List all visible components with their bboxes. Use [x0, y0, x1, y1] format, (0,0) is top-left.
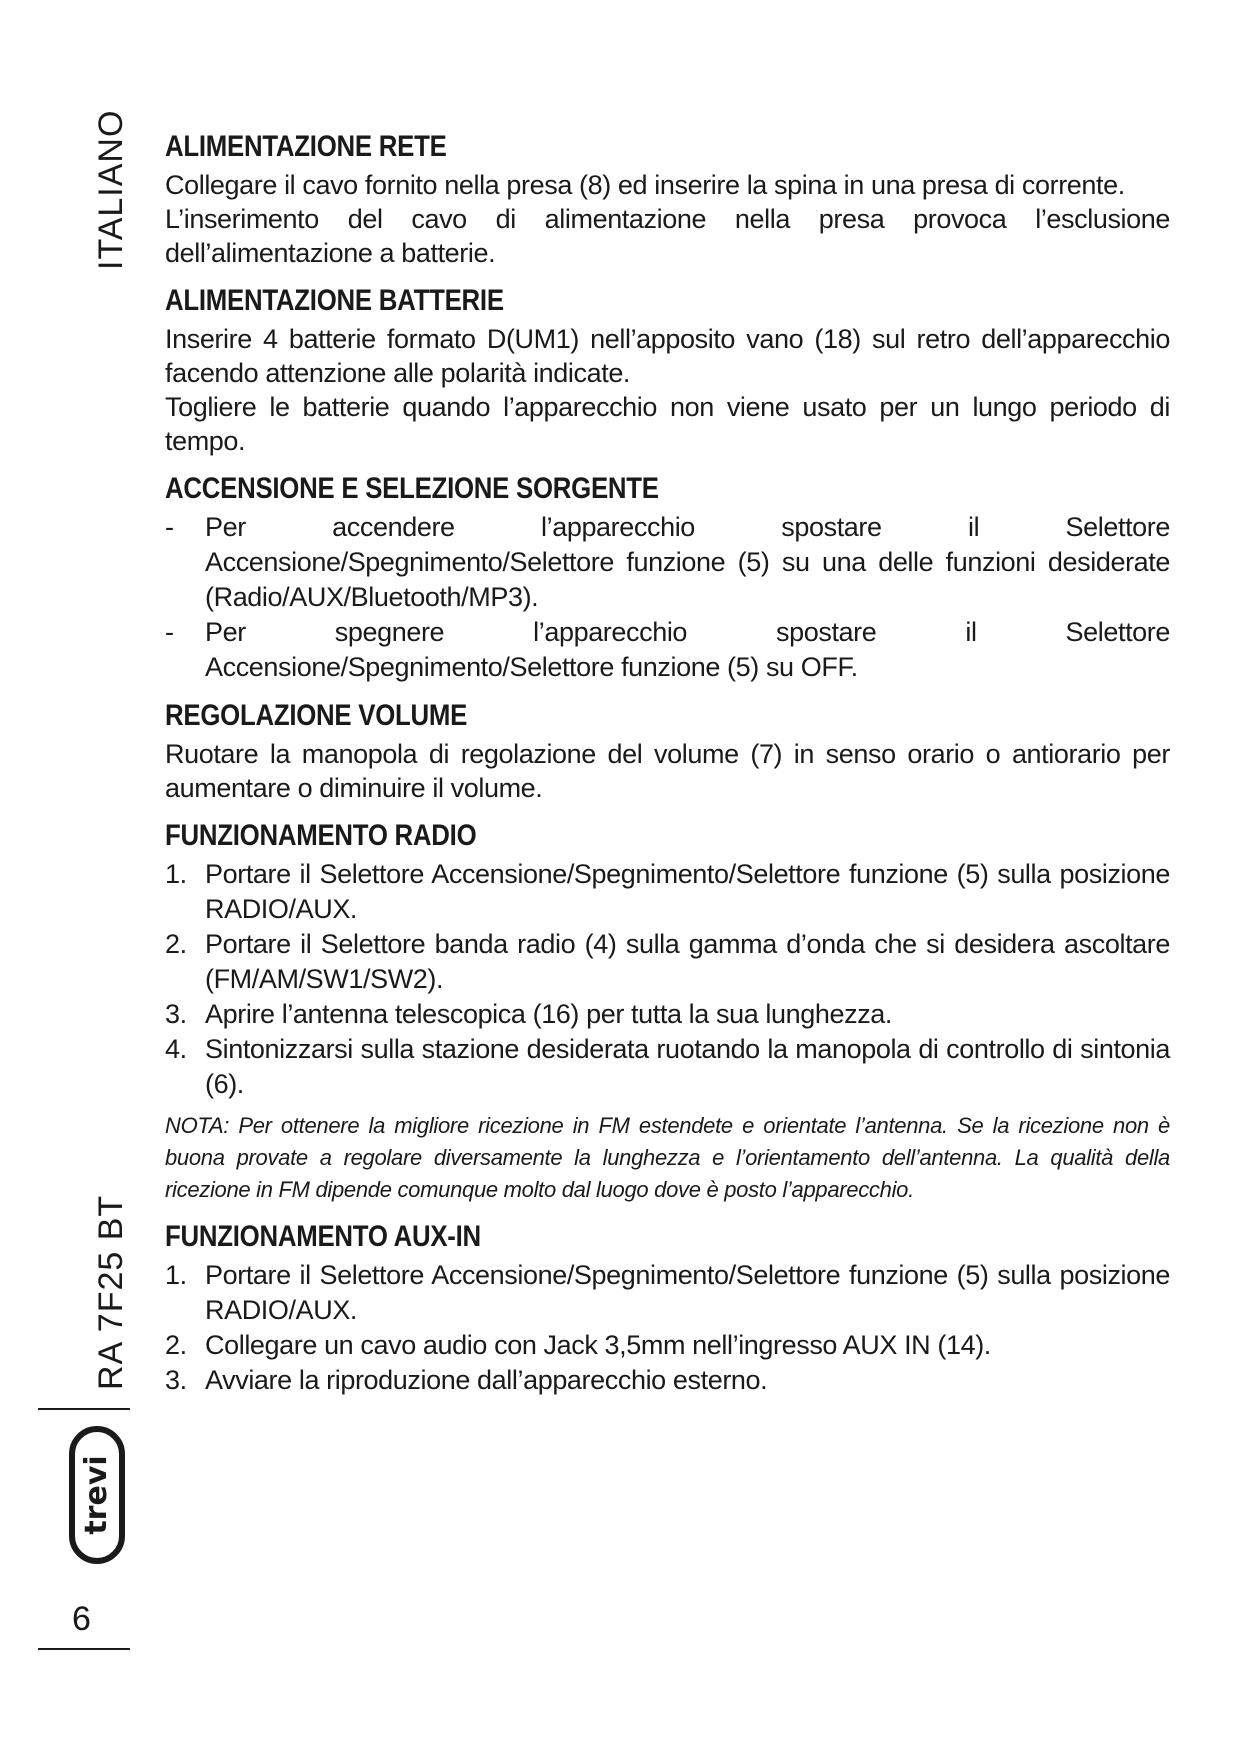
model-label: RA 7F25 BT	[92, 1194, 130, 1390]
list-marker: -	[165, 617, 174, 647]
list-item-text: Collegare un cavo audio con Jack 3,5mm nell’ingresso AUX IN (14).	[205, 1330, 991, 1360]
list-item-text: Portare il Selettore banda radio (4) sulla gamma d’onda che si desidera ascoltare (FM/AM/SW1/SW2).	[205, 929, 1170, 994]
svg-text:trevi: trevi	[79, 1455, 114, 1535]
page-number: 6	[72, 1600, 91, 1638]
list-item-text: Avviare la riproduzione dall’apparecchio esterno.	[205, 1365, 768, 1395]
divider	[38, 1648, 130, 1650]
section-title: REGOLAZIONE VOLUME	[165, 699, 468, 732]
numbered-list	[165, 857, 1170, 1102]
paragraph: Ruotare la manopola di regolazione del volume (7) in senso orario o antiorario per aumentare o diminuire il volume.	[165, 739, 1170, 803]
list-item	[165, 615, 1170, 685]
list-item	[165, 510, 1170, 615]
paragraph: L’inserimento del cavo di alimentazione nella presa provoca l’esclusione dell’alimentazione a batterie.	[165, 204, 1170, 268]
list-marker: 1.	[165, 859, 187, 889]
list-marker: 2.	[165, 929, 187, 959]
section-accensione	[165, 472, 1170, 685]
list-item-text: Aprire l’antenna telescopica (16) per tutta la sua lunghezza.	[205, 999, 893, 1029]
bullet-list	[165, 510, 1170, 685]
section-title: FUNZIONAMENTO RADIO	[165, 819, 477, 852]
section-title: FUNZIONAMENTO AUX-IN	[165, 1220, 481, 1253]
note-text: NOTA: Per ottenere la migliore ricezione in FM estendete e orientate l’antenna. Se la ricezione non è buona provate a regolare diversamente la lunghezza e l’orientamento dell’antenna. La qualità della ricezione in FM dipende comunque molto dal luogo dove è posto l’apparecchio.	[165, 1113, 1170, 1202]
paragraph: Togliere le batterie quando l’apparecchio non viene usato per un lungo periodo di tempo.	[165, 392, 1170, 456]
list-marker: 2.	[165, 1330, 187, 1360]
list-marker: 1.	[165, 1260, 187, 1290]
list-item	[165, 1258, 1170, 1328]
list-marker: 3.	[165, 999, 187, 1029]
section-title: ACCENSIONE E SELEZIONE SORGENTE	[165, 472, 659, 505]
list-item-text: Per accendere l’apparecchio spostare il Selettore Accensione/Spegnimento/Selettore funzione (5) su una delle funzioni desiderate (Radio/AUX/Bluetooth/MP3).	[205, 512, 1170, 612]
language-label: ITALIANO	[92, 109, 130, 270]
paragraph: Inserire 4 batterie formato D(UM1) nell’apposito vano (18) sul retro dell’apparecchio facendo attenzione alle polarità indicate.	[165, 324, 1170, 388]
list-item	[165, 927, 1170, 997]
section-alimentazione-batterie	[165, 284, 1170, 458]
section-title: ALIMENTAZIONE BATTERIE	[165, 284, 504, 317]
list-marker: 4.	[165, 1034, 187, 1064]
section-radio	[165, 819, 1170, 1206]
numbered-list	[165, 1258, 1170, 1398]
divider	[38, 1408, 130, 1410]
section-volume	[165, 699, 1170, 805]
section-alimentazione-rete	[165, 130, 1170, 270]
list-item	[165, 997, 1170, 1032]
manual-content	[165, 130, 1170, 1412]
list-marker: 3.	[165, 1365, 187, 1395]
list-item-text: Portare il Selettore Accensione/Spegnimento/Selettore funzione (5) sulla posizione RADIO/AUX.	[205, 1260, 1170, 1325]
section-aux-in	[165, 1220, 1170, 1398]
list-item-text: Per spegnere l’apparecchio spostare il Selettore Accensione/Spegnimento/Selettore funzione (5) su OFF.	[205, 617, 1170, 682]
paragraph: Collegare il cavo fornito nella presa (8) ed inserire la spina in una presa di corrente.	[165, 170, 1125, 200]
list-item	[165, 1328, 1170, 1363]
list-item-text: Sintonizzarsi sulla stazione desiderata ruotando la manopola di controllo di sintonia (6).	[205, 1034, 1170, 1099]
list-item-text: Portare il Selettore Accensione/Spegnimento/Selettore funzione (5) sulla posizione RADIO/AUX.	[205, 859, 1170, 924]
list-item	[165, 1032, 1170, 1102]
list-marker: -	[165, 512, 174, 542]
section-title: ALIMENTAZIONE RETE	[165, 130, 447, 163]
list-item	[165, 1363, 1170, 1398]
trevi-logo	[68, 1425, 126, 1565]
list-item	[165, 857, 1170, 927]
